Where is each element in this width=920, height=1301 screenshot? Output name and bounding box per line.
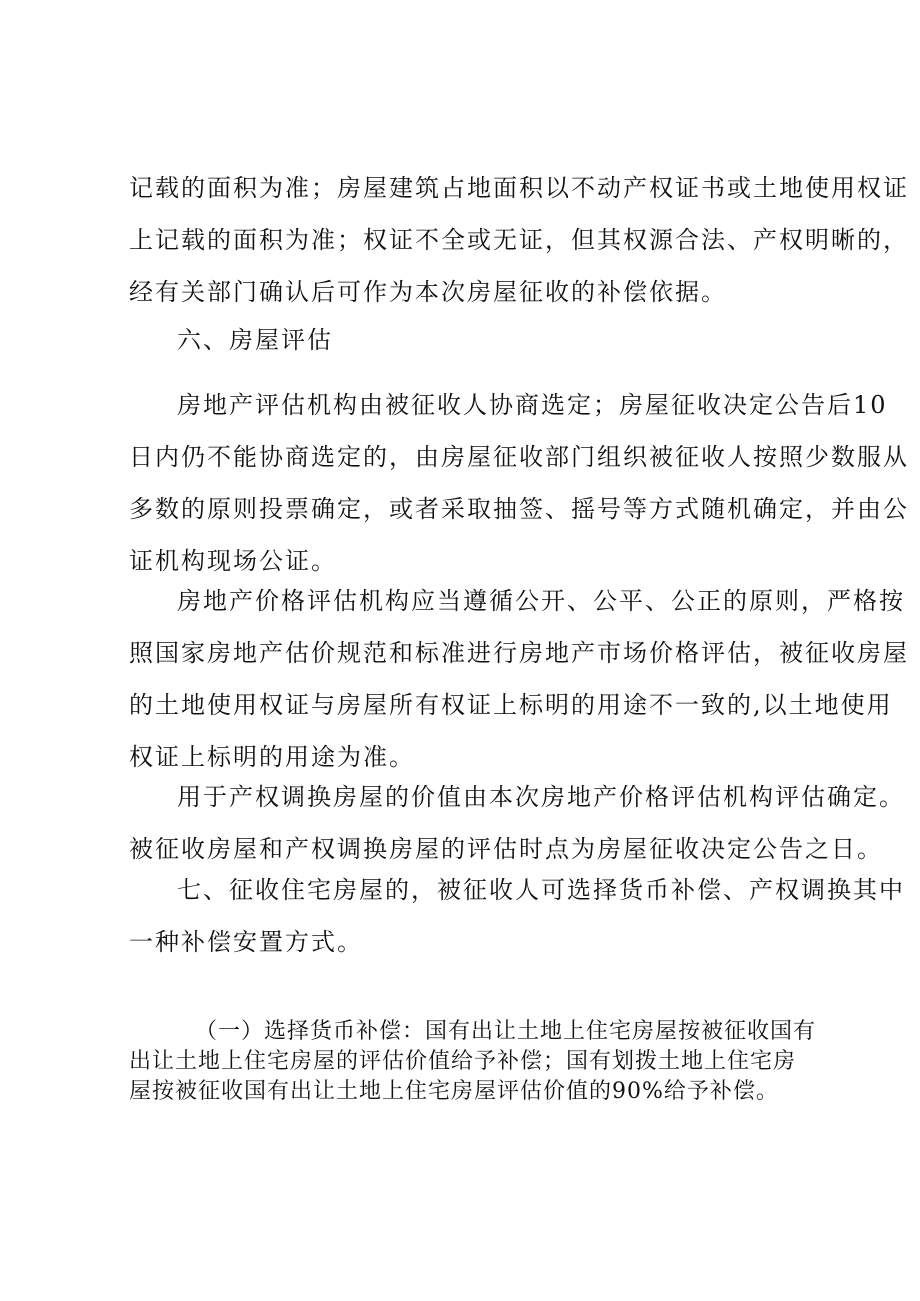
section-heading-housing-appraisal	[129, 314, 829, 366]
paragraph-compensation-options	[129, 864, 905, 968]
heading-text: 六、房屋评估	[177, 326, 333, 354]
text-line: 一种补偿安置方式。	[129, 928, 363, 956]
text-line: 照国家房地产估价规范和标准进行房地产市场价格评估，被征收房屋	[129, 639, 909, 667]
paragraph-appraisal-principles	[129, 575, 909, 783]
text-line: （一）选择货币补偿：国有出让土地上住宅房屋按被征收国有	[195, 1019, 817, 1044]
paragraph-monetary-compensation	[129, 1017, 829, 1107]
text-line: 经有关部门确认后可作为本次房屋征收的补偿依据。	[129, 278, 727, 306]
paragraph-area-basis	[129, 162, 909, 318]
text-line: 七、征收住宅房屋的，被征收人可选择货币补偿、产权调换其中	[177, 876, 905, 904]
text-line: 出让土地上住宅房屋的评估价值给予补偿；国有划拨土地上住宅房	[129, 1049, 797, 1074]
text-line: 记载的面积为准；房屋建筑占地面积以不动产权证书或土地使用权证	[129, 174, 909, 202]
text-line: 用于产权调换房屋的价值由本次房地产价格评估机构评估确定。	[177, 783, 905, 811]
text-line: 多数的原则投票确定，或者采取抽签、摇号等方式随机确定，并由公	[129, 495, 909, 523]
text-line: 房地产价格评估机构应当遵循公开、公平、公正的原则，严格按	[177, 587, 905, 615]
text-line: 证机构现场公证。	[129, 547, 337, 575]
text-line: 屋按被征收国有出让土地上住宅房屋评估价值的90%给予补偿。	[129, 1079, 779, 1104]
text-line: 的土地使用权证与房屋所有权证上标明的用途不一致的,以土地使用	[129, 691, 893, 719]
text-line: 被征收房屋和产权调换房屋的评估时点为房屋征收决定公告之日。	[129, 835, 883, 863]
text-line: 权证上标明的用途为准。	[129, 743, 415, 771]
text-line: 日内仍不能协商选定的，由房屋征收部门组织被征收人按照少数服从	[129, 443, 909, 471]
text-line: 上记载的面积为准；权证不全或无证，但其权源合法、产权明晰的，	[129, 226, 909, 254]
text-line: 房地产评估机构由被征收人协商选定；房屋征收决定公告后10	[177, 391, 888, 419]
paragraph-exchange-housing-value	[129, 771, 905, 875]
paragraph-appraisal-agency-selection	[129, 379, 909, 587]
